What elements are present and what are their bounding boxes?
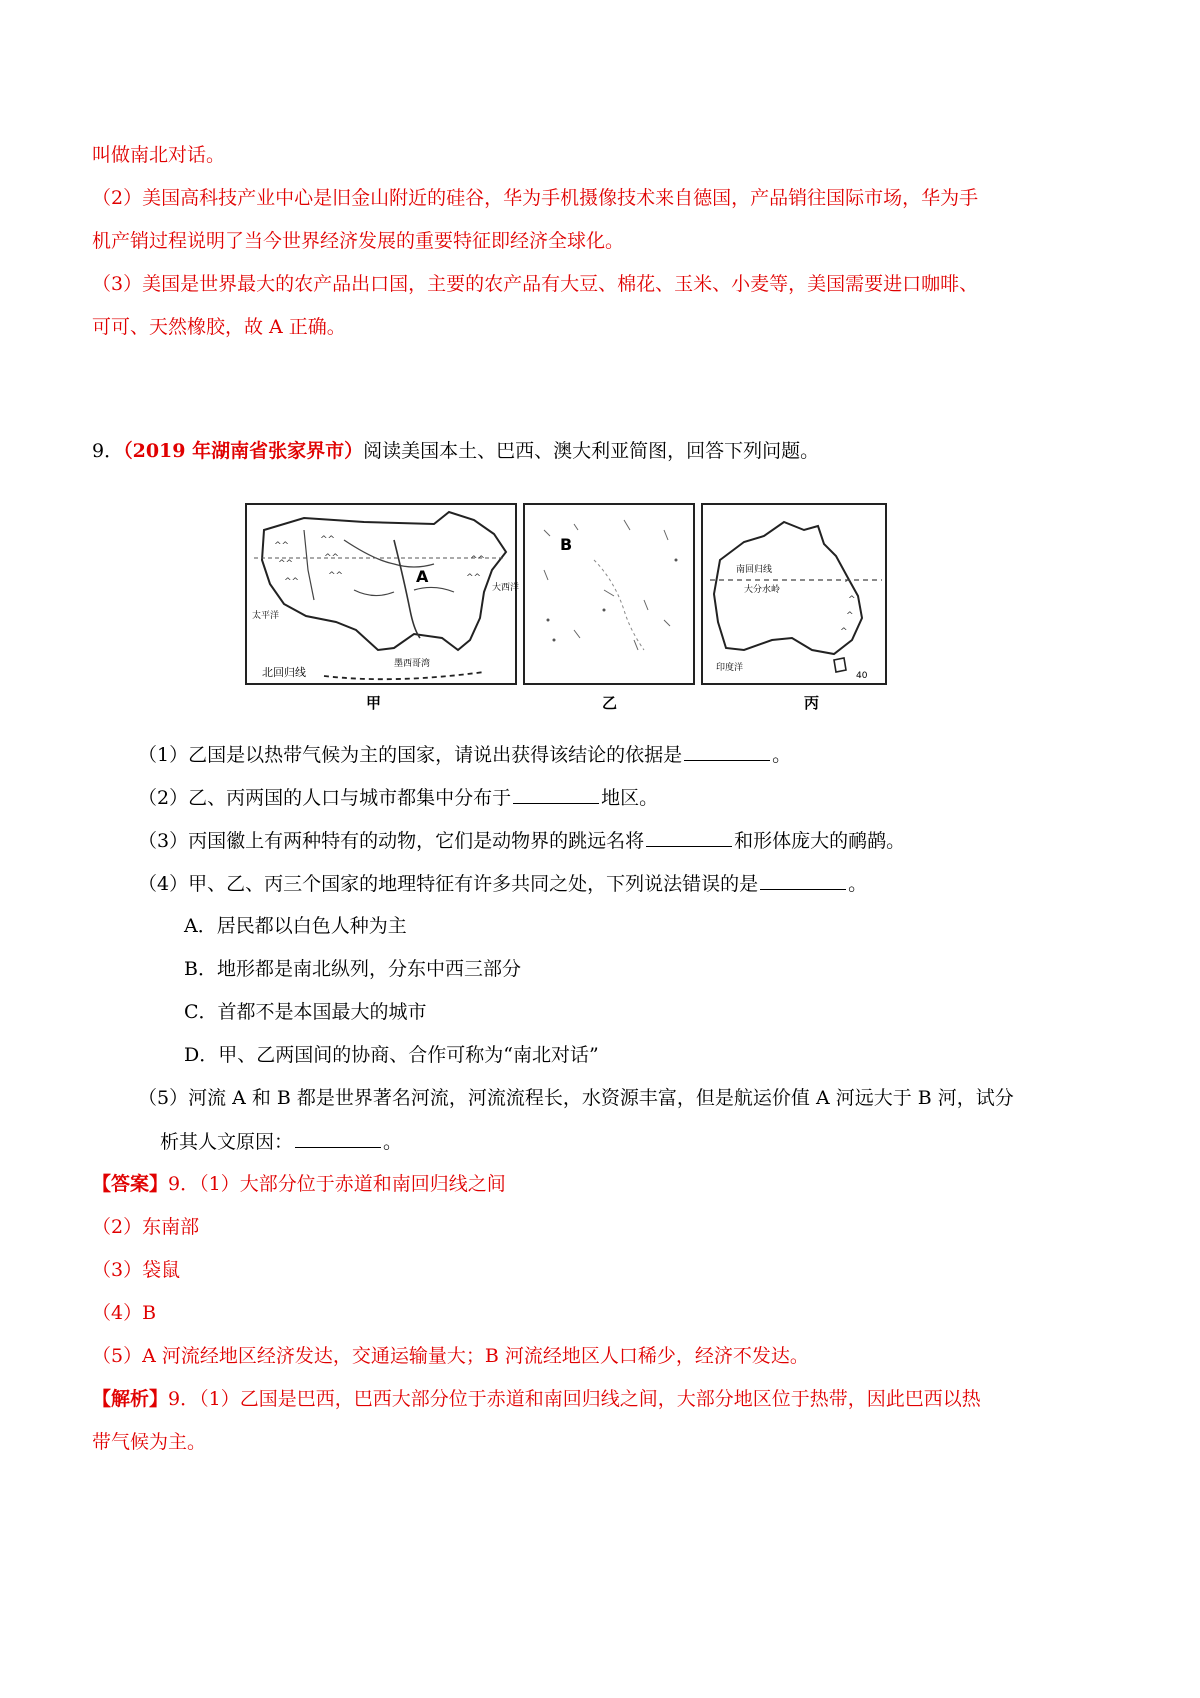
question-source: （2019 年湖南省张家界市）: [123, 440, 364, 462]
river-a-label: A: [416, 567, 429, 586]
sub2-end: 地区。: [601, 787, 659, 809]
option-a: A．居民都以白色人种为主: [184, 915, 407, 937]
map-panel-australia: [702, 504, 886, 684]
aus-label1: 南回归线: [736, 565, 773, 575]
svg-text:^^: ^^: [324, 553, 340, 563]
prev-analysis-p2-line2: 机产销过程说明了当今世界经济发展的重要特征即经济全球化。: [92, 230, 625, 252]
aus-label2: 大分水岭: [744, 585, 781, 595]
question-header: [92, 437, 819, 465]
sub-question-1: [138, 740, 791, 769]
svg-text:^^: ^^: [466, 573, 482, 583]
aus-ocean-label: 印度洋: [716, 663, 744, 673]
svg-text:^: ^: [846, 611, 854, 621]
svg-text:^^: ^^: [278, 559, 294, 569]
answer-blank-1[interactable]: [684, 740, 770, 761]
prev-analysis-p2-line1: （2）美国高科技产业中心是旧金山附近的硅谷，华为手机摄像技术来自德国，产品销往国际市场，华为手: [92, 187, 979, 209]
analysis-text-1: 9．（1）乙国是巴西，巴西大部分位于赤道和南回归线之间，大部分地区位于热带，因此巴西以热: [168, 1388, 981, 1410]
sub-question-5-line1: （5）河流 A 和 B 都是世界著名河流，河流流程长，水资源丰富，但是航运价值 A 河远大于 B 河，试分: [138, 1087, 1014, 1109]
svg-text:^^: ^^: [284, 577, 300, 587]
panel-label-yi: 乙: [602, 694, 618, 712]
sub1-end: 。: [772, 744, 792, 766]
prev-analysis-p3-line2: 可可、天然橡胶，故 A 正确。: [92, 316, 346, 338]
sub-question-4: [138, 869, 867, 898]
svg-text:^^: ^^: [328, 571, 344, 581]
option-c: C．首都不是本国最大的城市: [184, 1001, 427, 1023]
map-panel-usa: [246, 504, 519, 684]
map-figure: [244, 500, 964, 716]
map-panel-brazil: [524, 504, 694, 684]
sub1-text: （1）乙国是以热带气候为主的国家，请说出获得该结论的依据是: [138, 744, 683, 766]
sub-question-3: [138, 826, 905, 855]
answer-3: （3）袋鼠: [92, 1259, 181, 1281]
answer-blank-4[interactable]: [760, 869, 846, 890]
sub-question-2: [138, 783, 658, 812]
svg-text:^: ^: [848, 595, 856, 605]
usa-pacific-label: 太平洋: [252, 611, 280, 621]
sub4-text: （4）甲、乙、丙三个国家的地理特征有许多共同之处，下列说法错误的是: [138, 873, 759, 895]
sub3-end: 和形体庞大的鸸鹋。: [734, 830, 906, 852]
answer-2: （2）东南部: [92, 1216, 200, 1238]
usa-atlantic-label: 大西洋: [492, 583, 520, 593]
svg-text:^^: ^^: [320, 535, 336, 545]
answer-blank-2[interactable]: [513, 783, 599, 804]
svg-text:^: ^: [840, 627, 848, 637]
usa-tropic-label: 北回归线: [262, 666, 306, 679]
prev-analysis-line1: 叫做南北对话。: [92, 144, 226, 166]
option-b: B．地形都是南北纵列，分东中西三部分: [184, 958, 521, 980]
answer-4: （4）B: [92, 1302, 157, 1324]
answer-1: 9．（1）大部分位于赤道和南回归线之间: [168, 1173, 506, 1195]
analysis-tag: 【解析】: [92, 1388, 169, 1410]
usa-gulf-label: 墨西哥湾: [394, 659, 431, 669]
sub2-text: （2）乙、丙两国的人口与城市都集中分布于: [138, 787, 512, 809]
sub3-text: （3）丙国徽上有两种特有的动物，它们是动物界的跳远名将: [138, 830, 645, 852]
analysis-line-1: [92, 1385, 981, 1413]
sub-question-5-line2: [160, 1127, 402, 1156]
prev-analysis-p3-line1: （3）美国是世界最大的农产品出口国，主要的农产品有大豆、棉花、玉米、小麦等，美国需要进口咖啡、: [92, 273, 979, 295]
answer-line-1: [92, 1170, 506, 1198]
answer-5: （5）A 河流经地区经济发达，交通运输量大；B 河流经地区人口稀少，经济不发达。: [92, 1345, 809, 1367]
svg-text:^: ^: [844, 579, 852, 589]
panel-label-jia: 甲: [366, 694, 382, 712]
answer-blank-5[interactable]: [295, 1127, 381, 1148]
analysis-line-2: 带气候为主。: [92, 1431, 207, 1453]
sub4-end: 。: [848, 873, 868, 895]
svg-text:^^: ^^: [274, 541, 290, 551]
answer-blank-3[interactable]: [646, 826, 732, 847]
river-b-label: B: [560, 535, 573, 554]
aus-scale-label: 40: [856, 671, 868, 681]
svg-text:^^: ^^: [470, 555, 486, 565]
answer-tag: 【答案】: [92, 1173, 169, 1195]
question-stem: 阅读美国本土、巴西、澳大利亚简图，回答下列问题。: [363, 440, 820, 462]
question-number: 9．: [92, 440, 124, 462]
sub5-text: 析其人文原因：: [160, 1131, 294, 1153]
option-d: D．甲、乙两国间的协商、合作可称为“南北对话”: [184, 1044, 599, 1066]
sub5-end: 。: [383, 1131, 403, 1153]
panel-label-bing: 丙: [804, 694, 820, 712]
